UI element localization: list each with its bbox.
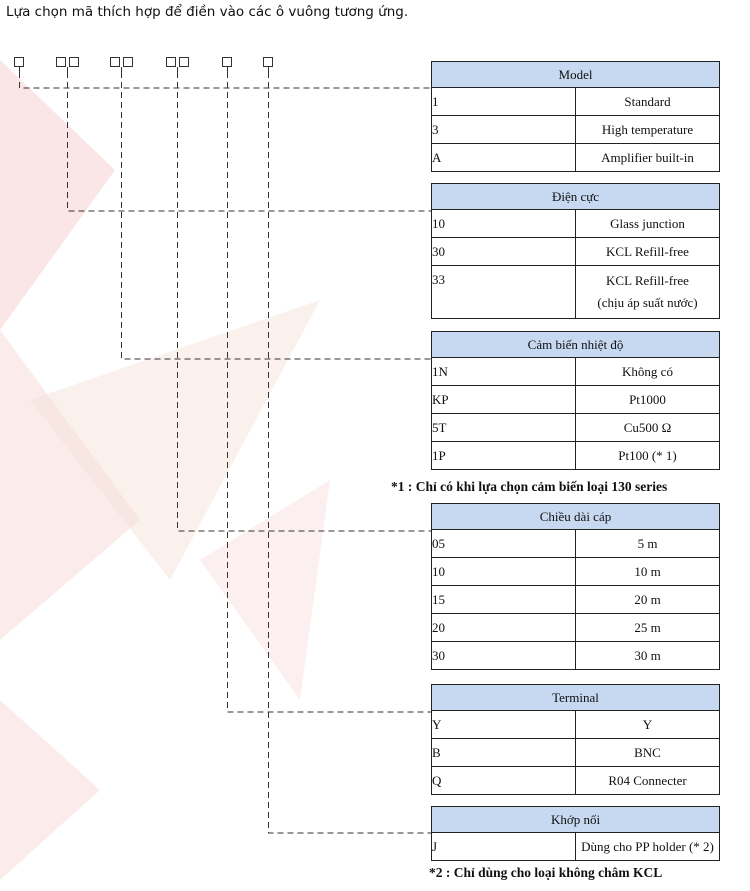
table-row <box>432 386 720 414</box>
row-code: 33 <box>432 266 576 319</box>
row-desc: Glass junction <box>576 210 720 238</box>
row-desc: Không có <box>576 358 720 386</box>
table-row <box>432 414 720 442</box>
row-desc: 5 m <box>576 530 720 558</box>
row-desc: KCL Refill-free <box>576 238 720 266</box>
table-row <box>432 144 720 172</box>
table-row <box>432 739 720 767</box>
table-row <box>432 266 720 319</box>
row-code: 1 <box>432 88 576 116</box>
row-code: 3 <box>432 116 576 144</box>
table-row <box>432 586 720 614</box>
row-desc: KCL Refill-free <box>606 273 689 288</box>
table-row <box>432 116 720 144</box>
table-row <box>432 614 720 642</box>
table-header: Cảm biến nhiệt độ <box>432 332 720 358</box>
row-desc: Standard <box>576 88 720 116</box>
row-desc: 20 m <box>576 586 720 614</box>
table-row <box>432 767 720 795</box>
row-desc: 10 m <box>576 558 720 586</box>
row-desc: R04 Connecter <box>576 767 720 795</box>
row-code: 5T <box>432 414 576 442</box>
row-desc-line2: (chịu áp suất nước) <box>597 295 698 310</box>
row-code: 10 <box>432 558 576 586</box>
row-code: 1P <box>432 442 576 470</box>
table-row <box>432 238 720 266</box>
row-code: 30 <box>432 238 576 266</box>
row-desc: Amplifier built-in <box>576 144 720 172</box>
instruction-text: Lựa chọn mã thích hợp để điền vào các ô vuông tương ứng. <box>6 4 409 20</box>
row-code: 20 <box>432 614 576 642</box>
table-row <box>432 442 720 470</box>
cable-length-table <box>431 503 720 670</box>
row-code: 05 <box>432 530 576 558</box>
table-row <box>432 210 720 238</box>
table-header: Model <box>432 62 720 88</box>
row-code: 1N <box>432 358 576 386</box>
electrode-table <box>431 183 720 319</box>
fitting-table <box>431 806 720 861</box>
table-row <box>432 558 720 586</box>
row-desc: Y <box>576 711 720 739</box>
table-row <box>432 88 720 116</box>
table-row <box>432 833 720 861</box>
row-code: A <box>432 144 576 172</box>
row-code: 30 <box>432 642 576 670</box>
table-row <box>432 530 720 558</box>
row-desc: 30 m <box>576 642 720 670</box>
row-code: 15 <box>432 586 576 614</box>
temp-sensor-table <box>431 331 720 470</box>
row-code: B <box>432 739 576 767</box>
table-header: Khớp nối <box>432 807 720 833</box>
row-code: Q <box>432 767 576 795</box>
table-row <box>432 358 720 386</box>
row-code: KP <box>432 386 576 414</box>
row-code: Y <box>432 711 576 739</box>
terminal-table <box>431 684 720 795</box>
row-code: 10 <box>432 210 576 238</box>
row-desc: Dùng cho PP holder (* 2) <box>576 833 720 861</box>
table-row <box>432 642 720 670</box>
table-row <box>432 711 720 739</box>
row-desc: Cu500 Ω <box>576 414 720 442</box>
row-desc: Pt100 (* 1) <box>576 442 720 470</box>
table-header: Terminal <box>432 685 720 711</box>
footnote-2: *2 : Chỉ dùng cho loại không châm KCL <box>429 865 663 880</box>
model-table <box>431 61 720 172</box>
table-header: Chiều dài cáp <box>432 504 720 530</box>
row-desc: Pt1000 <box>576 386 720 414</box>
footnote-1: *1 : Chỉ có khi lựa chọn cảm biến loại 130 series <box>391 479 668 494</box>
row-desc: High temperature <box>576 116 720 144</box>
row-desc: BNC <box>576 739 720 767</box>
row-desc: 25 m <box>576 614 720 642</box>
table-header: Điện cực <box>432 184 720 210</box>
row-code: J <box>432 833 576 861</box>
